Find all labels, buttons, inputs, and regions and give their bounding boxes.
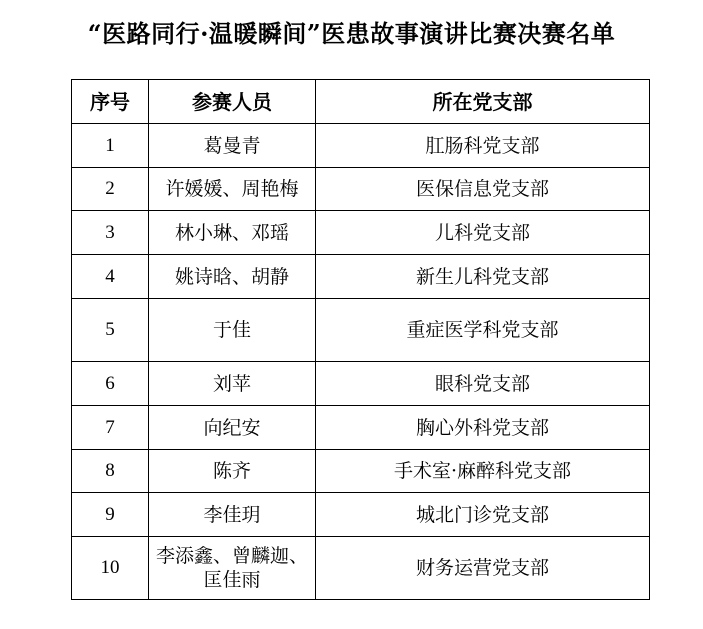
header-no: 序号 (72, 80, 149, 124)
contestant-table (71, 79, 650, 600)
table-row (72, 406, 650, 450)
row-person: 于佳 (149, 299, 316, 362)
table-row (72, 255, 650, 299)
row-no: 6 (72, 362, 149, 406)
row-person-line: 匡佳雨 (203, 569, 261, 591)
table-header-row (72, 80, 650, 124)
row-no: 8 (72, 450, 149, 493)
table-row (72, 362, 650, 406)
row-branch: 医保信息党支部 (316, 168, 650, 211)
row-branch: 儿科党支部 (316, 211, 650, 255)
row-branch: 重症医学科党支部 (316, 299, 650, 362)
row-branch: 手术室·麻醉科党支部 (316, 450, 650, 493)
row-no: 3 (72, 211, 149, 255)
row-person (149, 537, 316, 600)
header-person: 参赛人员 (149, 80, 316, 124)
row-person-line: 李添鑫、曾麟迦、 (155, 545, 308, 567)
row-no: 7 (72, 406, 149, 450)
table-row (72, 168, 650, 211)
row-branch: 新生儿科党支部 (316, 255, 650, 299)
row-person: 许媛媛、周艳梅 (149, 168, 316, 211)
header-branch: 所在党支部 (316, 80, 650, 124)
row-branch: 胸心外科党支部 (316, 406, 650, 450)
row-person: 刘苹 (149, 362, 316, 406)
row-branch: 城北门诊党支部 (316, 493, 650, 537)
table-row (72, 537, 650, 600)
table-row (72, 299, 650, 362)
row-branch: 肛肠科党支部 (316, 124, 650, 168)
row-branch: 眼科党支部 (316, 362, 650, 406)
row-person: 林小琳、邓瑶 (149, 211, 316, 255)
row-no: 9 (72, 493, 149, 537)
table-row (72, 124, 650, 168)
row-branch: 财务运营党支部 (316, 537, 650, 600)
row-no: 4 (72, 255, 149, 299)
row-person: 向纪安 (149, 406, 316, 450)
row-no: 1 (72, 124, 149, 168)
row-no: 2 (72, 168, 149, 211)
table-row (72, 493, 650, 537)
row-person: 葛曼青 (149, 124, 316, 168)
row-person: 姚诗晗、胡静 (149, 255, 316, 299)
table-row (72, 450, 650, 493)
document-title: “医路同行·温暖瞬间”医患故事演讲比赛决赛名单 (87, 19, 616, 48)
row-no: 5 (72, 299, 149, 362)
table-row (72, 211, 650, 255)
row-no: 10 (72, 537, 149, 600)
row-person: 陈齐 (149, 450, 316, 493)
row-person: 李佳玥 (149, 493, 316, 537)
